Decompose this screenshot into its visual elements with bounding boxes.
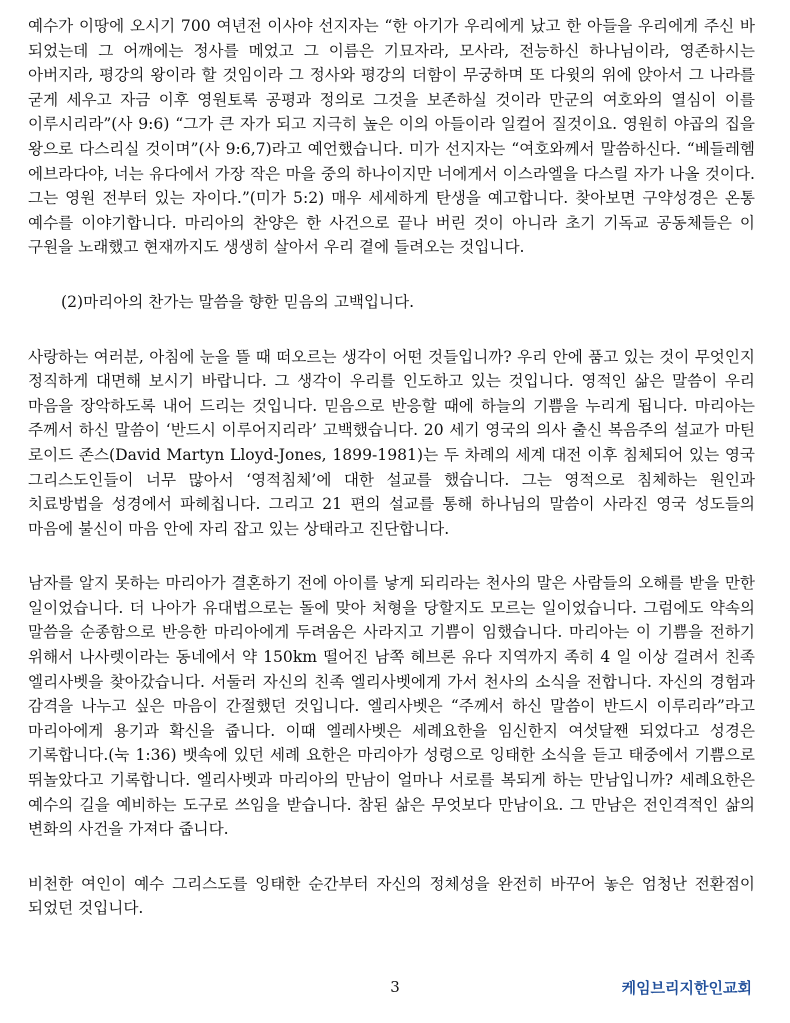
body-paragraph-2: 사랑하는 여러분, 아침에 눈을 뜰 때 떠오르는 생각이 어떤 것들입니까? 우리 안에 품고 있는 것이 무엇인지 정직하게 대면해 보시기 바랍니다. 그 생각이 우리를 인도하고 있는 것입니다. 영적인 삶은 말씀이 우리 마음을 장악하도록 내어 드리는 것입니다. 믿음으로 반응할 때에 하늘의 기쁨을 누리게 됩니다. 마리아는 주께서 하신 말씀이 ‘반드시 이루어지리라’ 고백했습니다. 20 세기 영국의 의사 출신 복음주의 설교가 마틴 로이드 존스(David Martyn Lloyd-Jones, 1899-1981)는 두 차례의 세계 대전 이후 침체되어 있는 영국 그리스도인들이 너무 많아서 ‘영적침체’에 대한 설교를 했습니다. 그는 영적으로 침체하는 원인과 치료방법을 성경에서 파헤칩니다. 그리고 21 편의 설교를 통해 하나님의 말씀이 사라진 영국 성도들의 마음에 불신이 마음 안에 자리 잡고 있는 상태라고 진단합니다. bbox=[28, 347, 755, 538]
body-paragraph-3: 남자를 알지 못하는 마리아가 결혼하기 전에 아이를 낳게 되리라는 천사의 말은 사람들의 오해를 받을 만한 일이었습니다. 더 나아가 유대법으로는 돌에 맞아 처형을 당할지도 모르는 일이었습니다. 그럼에도 약속의 말씀을 순종함으로 반응한 마리아에게 두려움은 사라지고 기쁨이 임했습니다. 마리아는 이 기쁨을 전하기 위해서 나사렛이라는 동네에서 약 150km 떨어진 남쪽 헤브론 유다 지역까지 족히 4 일 이상 걸려서 친족 엘리사벳을 찾아갔습니다. 서둘러 자신의 친족 엘리사벳에게 가서 천사의 소식을 전합니다. 자신의 경험과 감격을 나누고 싶은 마음이 간절했던 것입니다. 엘리사벳은 “주께서 하신 말씀이 반드시 이루리라”라고 마리아에게 용기과 확신을 줍니다. 이때 엘레사벳은 세례요한을 임신한지 여섯달짼 되었다고 성경은 기록합니다.(눅 1:36) 뱃속에 있던 세례 요한은 마리아가 성령으로 잉태한 소식을 듣고 태중에서 기쁨으로 뛰놀았다고 기록합니다. 엘리사벳과 마리아의 만남이 얼마나 서로를 복되게 하는 만남입니까? 세례요한은 예수의 길을 예비하는 도구로 쓰임을 받습니다. 참된 삶은 무엇보다 만남이요. 그 만남은 전인격적인 삶의 변화의 사건을 가져다 줍니다. bbox=[28, 574, 755, 839]
body-paragraph-1: 예수가 이땅에 오시기 700 여년전 이사야 선지자는 “한 아기가 우리에게 났고 한 아들을 우리에게 주신 바 되었는데 그 어깨에는 정사를 메었고 그 이름은 기묘자라, 모사라, 전능하신 하나님이라, 영존하시는 아버지라, 평강의 왕이라 할 것임이라 그 정사와 평강의 더함이 무궁하며 또 다윗의 위에 앉아서 그 나라를 굳게 세우고 자금 이후 영원토록 공평과 정의로 그것을 보존하실 것이라 만군의 여호와의 열심이 이를 이루시리라”(사 9:6) “그가 큰 자가 되고 지극히 높은 이의 아들이라 일컬어 질것이요. 영원히 야곱의 집을 왕으로 다스리실 것이며”(사 9:6,7)라고 예언했습니다. 미가 선지자는 “여호와께서 말씀하신다. “베들레헴 에브라다야, 너는 유다에서 가장 작은 마을 중의 하나이지만 너에게서 이스라엘을 다스릴 자가 나올 것이다. 그는 영원 전부터 있는 자이다.”(미가 5:2) 매우 세세하게 탄생을 예고합니다. 찾아보면 구약성경은 온통 예수를 이야기합니다. 마리아의 찬양은 한 사건으로 끝나 버린 것이 아니라 초기 기독교 공동체들은 이 구원을 노래했고 현재까지도 생생히 살아서 우리 곁에 들려오는 것입니다. bbox=[28, 17, 755, 257]
page-number: 3 bbox=[390, 978, 400, 996]
body-paragraph-4: 비천한 여인이 예수 그리스도를 잉태한 순간부터 자신의 정체성을 완전히 바꾸어 놓은 엄청난 전환점이 되었던 것입니다. bbox=[28, 874, 755, 918]
church-name: 케임브리지한인교회 bbox=[621, 979, 752, 997]
document-body bbox=[28, 14, 755, 921]
section-heading: (2)마리아의 찬가는 말씀을 향한 믿음의 고백입니다. bbox=[61, 292, 415, 311]
